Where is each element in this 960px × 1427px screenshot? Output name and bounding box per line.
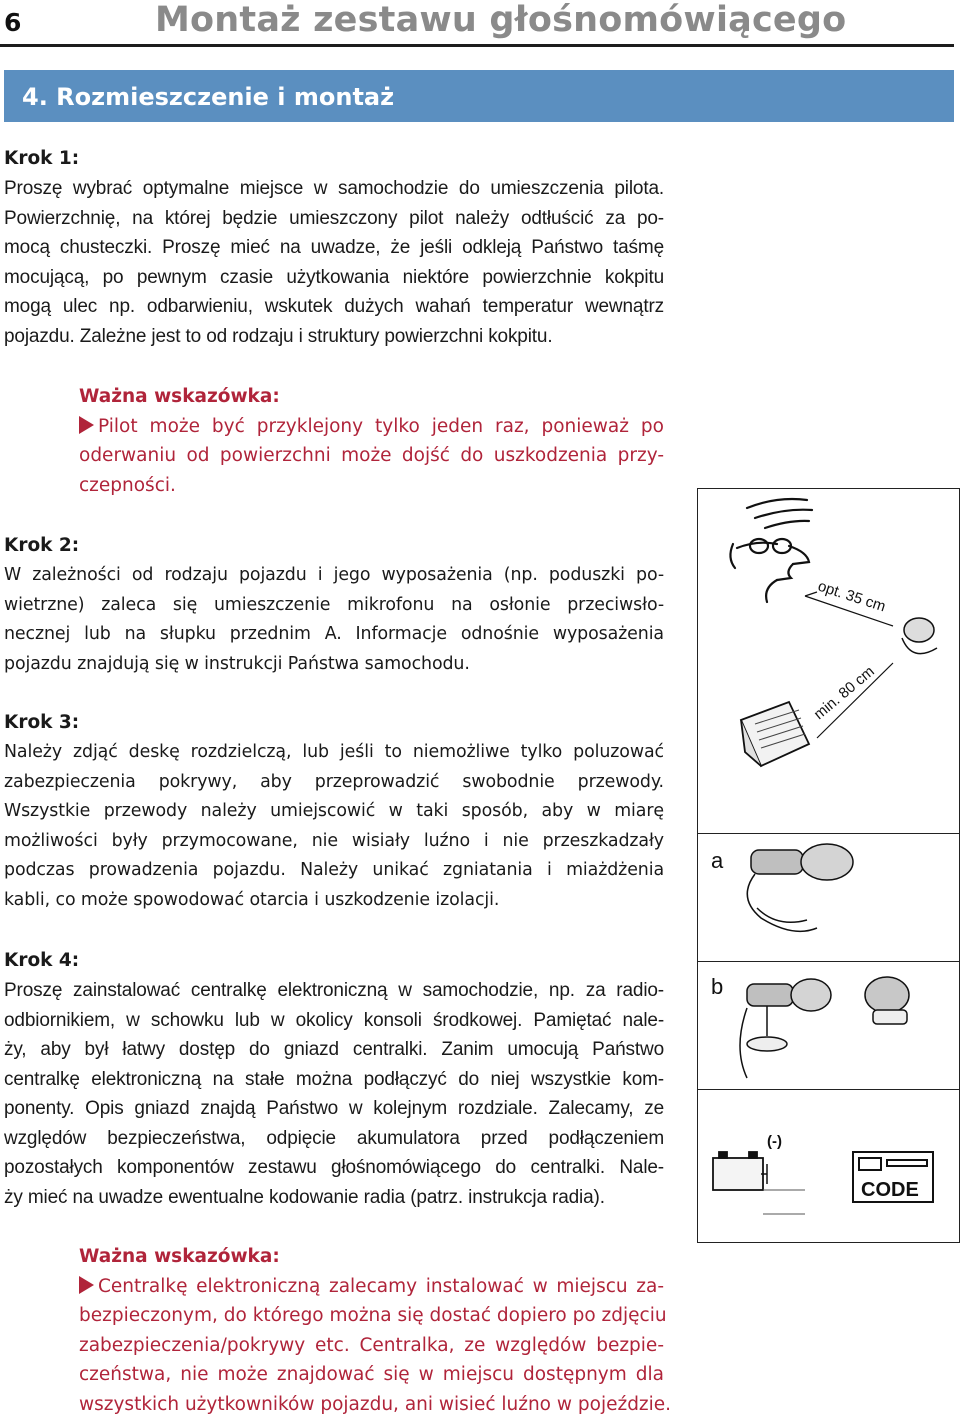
step2-line: W zależności od rodzaju pojazdu i jego wyposażenia (np. poduszki po- [4, 565, 664, 585]
step4-line: względów bezpieczeństwa, odpięcie akumulatora przed podłączeniem [4, 1127, 664, 1149]
step1-line: pojazdu. Zależne jest to od rodzaju i struktury powierzchni kokpitu. [4, 325, 553, 347]
step1-title: Krok 1: [4, 148, 80, 169]
section-header-bar [4, 70, 954, 122]
step3-line: kabli, co może spowodować otarcia i uszkodzenie izolacji. [4, 889, 500, 910]
step3-line: Należy zdjąć deskę rozdzielczą, lub jeśli to niemożliwe tylko poluzować [4, 742, 664, 762]
note1-title: Ważna wskazówka: [79, 386, 280, 407]
step2-line: necznej lub na słupku przednim A. Informacje odnośnie wyposażenia [4, 624, 664, 644]
note2-line: wszystkich użytkowników pojazdu, ani wisieć luźno w pojeździe. [79, 1393, 672, 1415]
battery-icon [713, 1152, 763, 1190]
label-b: b [711, 974, 724, 999]
important-note-1 [79, 382, 664, 500]
step3-line: Wszystkie przewody należy umiejscowić w taki sposób, aby w miarę [4, 801, 664, 821]
note2-line: zabezpieczenia/pokrywy etc. Centralka, ze względów bezpie- [79, 1334, 664, 1356]
pointer-arrow-icon [79, 1276, 94, 1294]
title-rule [0, 44, 954, 47]
step3-title: Krok 3: [4, 712, 80, 733]
driver-head-icon [730, 499, 812, 602]
visor-mic-icon [902, 618, 937, 654]
note2-line: bezpieczonym, do którego można się dostać dopiero po zdjęciu [79, 1305, 667, 1326]
step3-line: podczas prowadzenia pojazdu. Należy unikać zgniatania i miażdżenia [4, 860, 664, 880]
step1-line: Proszę wybrać optymalne miejsce w samochodzie do umieszczenia pilota. [4, 178, 664, 199]
note1-line: czepności. [79, 474, 176, 496]
step2-line: pojazdu znajdują się w instrukcji Państwa samochodu. [4, 653, 470, 674]
step3-line: możliwości były przymocowane, nie wisiały luźno i nie przeszkadzały [4, 830, 664, 851]
step1-paragraph [4, 174, 664, 351]
distance-min-label: min. 80 cm [810, 662, 878, 724]
speaker-icon [741, 702, 809, 766]
step2-line: wietrzne) zaleca się umieszczenie mikrofonu na osłonie przeciwsło- [4, 594, 664, 615]
page-title: Montaż zestawu głośnomówiącego [155, 0, 847, 40]
note1-line [79, 412, 664, 442]
step2-title: Krok 2: [4, 535, 80, 556]
step3-paragraph [4, 738, 664, 915]
minus-label: (-) [767, 1133, 782, 1150]
note2-line-text: Centralkę elektroniczną zalecamy instalować w miejscu za- [98, 1275, 664, 1297]
step1-line: mogą ulec np. odbarwieniu, wskutek dużych wahań temperatur wewnątrz [4, 296, 664, 317]
installation-illustration [697, 488, 960, 1243]
step1-line: mocą chusteczki. Proszę mieć na uwadze, że jeśli odkleją Państwo taśmę [4, 237, 664, 258]
note2-line: czeństwa, nie może znajdować się w miejscu dostępnym dla [79, 1364, 664, 1385]
section-title: 4. Rozmieszczenie i montaż [22, 83, 395, 111]
note1-line-text: Pilot może być przyklejony tylko jeden raz, ponieważ po [98, 415, 664, 437]
step1-line: mocującą, po pewnym czasie użytkowania niektóre powierzchnie kokpitu [4, 266, 664, 288]
step4-line: ponenty. Opis gniazd znajdą Państwo w kolejnym rozdziale. Zalecamy, ze [4, 1098, 664, 1119]
step4-line: Proszę zainstalować centralkę elektroniczną w samochodzie, np. za radio- [4, 980, 664, 1001]
microphone-b-icon [740, 977, 909, 1078]
step4-line: ży mieć na uwadze ewentualne kodowanie radia (patrz. instrukcja radia). [4, 1186, 605, 1208]
label-a: a [711, 848, 724, 873]
step1-line: Powierzchnię, na której będzie umieszczony pilot należy odtłuścić za po- [4, 207, 664, 229]
step4-paragraph [4, 976, 664, 1212]
pointer-arrow-icon [79, 416, 94, 434]
important-note-2 [79, 1242, 672, 1419]
frame-distance [698, 489, 960, 834]
step4-title: Krok 4: [4, 950, 80, 971]
code-label: CODE [861, 1179, 919, 1201]
note2-title: Ważna wskazówka: [79, 1246, 280, 1267]
step4-line: odbiornikiem, w schowku lub w okolicy konsoli środkowej. Pamiętać nale- [4, 1009, 664, 1031]
frame-mic-b [698, 962, 960, 1090]
separator-lines [763, 1190, 805, 1214]
microphone-a-icon [747, 844, 853, 931]
note2-line [79, 1272, 664, 1302]
step4-line: pozostałych komponentów zestawu głośnomówiącego do centralki. Nale- [4, 1157, 664, 1178]
note1-line: oderwaniu od powierzchni może dojść do uszkodzenia przy- [79, 445, 664, 466]
step4-line: centralkę elektroniczną na stałe można podłączyć do niej wszystkie kom- [4, 1068, 664, 1090]
page-number: 6 [4, 8, 22, 37]
step2-paragraph [4, 561, 664, 679]
step3-line: zabezpieczenia pokrywy, aby przeprowadzić swobodnie przewody. [4, 771, 664, 792]
distance-opt-label: opt. 35 cm [815, 577, 888, 616]
illustration-svg [697, 488, 960, 1243]
step4-line: ży, aby był łatwy dostęp do gniazd centralki. Zanim umocują Państwo [4, 1039, 664, 1060]
